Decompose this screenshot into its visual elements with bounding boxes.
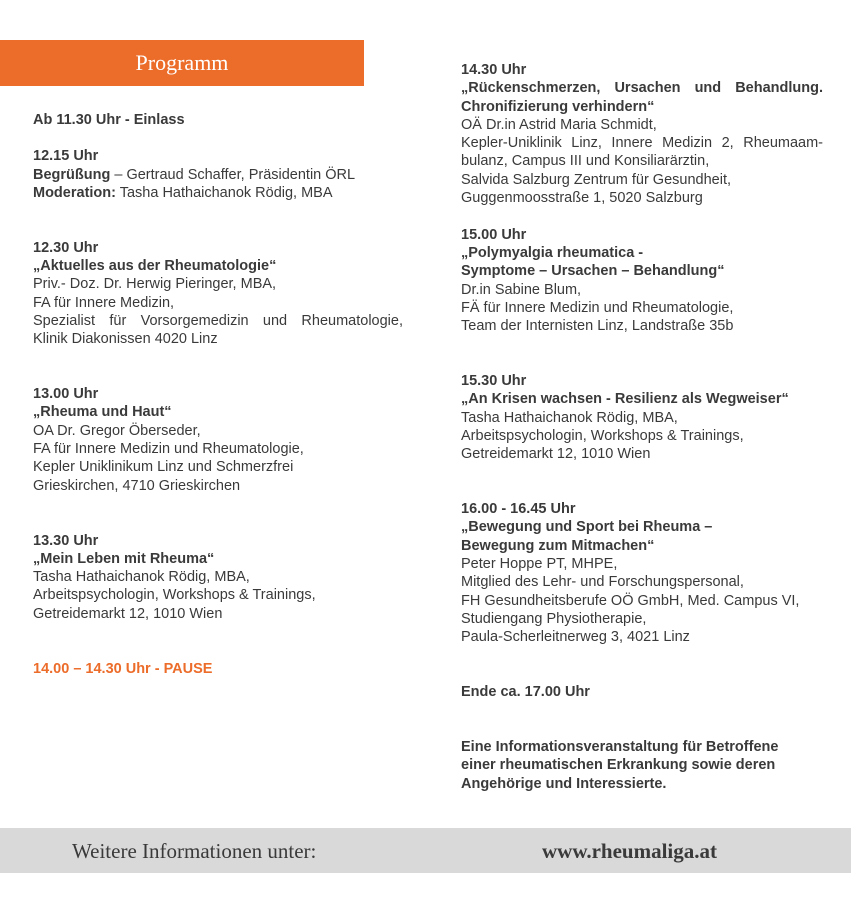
info-line: einer rheumatischen Erkrankung sowie deren (461, 757, 776, 774)
session-title: „Polymyalgia rheumatica - (461, 244, 644, 261)
info-block (461, 738, 823, 793)
moderation-label: Moderation: (33, 184, 116, 201)
session-1330 (33, 532, 403, 623)
speaker-line: Arbeitspsychologin, Workshops & Trainings, (461, 427, 744, 444)
session-time: 12.30 Uhr (33, 239, 99, 256)
pause-text: 14.00 – 14.30 Uhr - PAUSE (33, 660, 213, 677)
session-1600 (461, 500, 823, 646)
einlass-text: Ab 11.30 Uhr - Einlass (33, 112, 185, 128)
session-1215 (33, 147, 403, 202)
speaker-line: Dr.in Sabine Blum, (461, 281, 582, 298)
session-1300 (33, 385, 403, 495)
speaker-line: Kepler Uniklinikum Linz und Schmerzfrei (33, 459, 294, 476)
speaker-line: Spezialist für Vorsorgemedizin und Rheumatologie, (33, 312, 403, 329)
speaker-line: Priv.- Doz. Dr. Herwig Pieringer, MBA, (33, 276, 277, 293)
einlass-block (33, 111, 403, 129)
left-column (33, 111, 403, 678)
info-line: Angehörige und Interessierte. (461, 775, 667, 792)
session-time: 12.15 Uhr (33, 148, 99, 165)
session-1500 (461, 226, 823, 336)
session-title: „An Krisen wachsen - Resilienz als Wegweiser“ (461, 391, 789, 408)
session-1430 (461, 61, 823, 207)
speaker-line: Tasha Hathaichanok Rödig, MBA, (33, 569, 250, 586)
speaker-line: FÄ für Innere Medizin und Rheumatologie, (461, 299, 734, 316)
speaker-line: Peter Hoppe PT, MHPE, (461, 556, 618, 573)
speaker-line: Guggenmoosstraße 1, 5020 Salzburg (461, 190, 703, 207)
session-time: 15.30 Uhr (461, 373, 527, 390)
session-1530 (461, 372, 823, 463)
end-block (461, 683, 823, 701)
program-banner (0, 40, 364, 86)
session-time: 16.00 - 16.45 Uhr (461, 501, 576, 518)
info-line: Eine Informationsveranstaltung für Betroffene (461, 738, 779, 755)
speaker-line: OÄ Dr.in Astrid Maria Schmidt, (461, 116, 657, 133)
session-title: „Mein Leben mit Rheuma“ (33, 550, 215, 567)
moderation-text: Tasha Hathaichanok Rödig, MBA (115, 184, 333, 201)
speaker-line: bulanz, Campus III und Konsiliarärztin, (461, 153, 710, 170)
speaker-line: FA für Innere Medizin, (33, 294, 175, 311)
session-title: „Aktuelles aus der Rheumatologie“ (33, 258, 277, 275)
speaker-line: Studiengang Physiotherapie, (461, 610, 647, 627)
speaker-line: Paula-Scherleitnerweg 3, 4021 Linz (461, 629, 690, 646)
session-title: Symptome – Ursachen – Behandlung“ (461, 263, 725, 280)
greeting-text: – Gertraud Schaffer, Präsidentin ÖRL (110, 166, 356, 183)
pause-block (33, 660, 403, 678)
speaker-line: Klinik Diakonissen 4020 Linz (33, 331, 218, 348)
session-1230 (33, 239, 403, 349)
speaker-line: Mitglied des Lehr- und Forschungspersonal, (461, 574, 744, 591)
website-link[interactable]: www.rheumaliga.at (542, 839, 717, 863)
session-time: 14.30 Uhr (461, 62, 527, 78)
session-title: „Rheuma und Haut“ (33, 404, 172, 421)
moderation-line (33, 184, 403, 202)
footer-label: Weitere Informationen unter: (72, 839, 317, 863)
speaker-line: Arbeitspsychologin, Workshops & Trainings, (33, 587, 316, 604)
session-title: Chronifizierung verhindern“ (461, 98, 655, 115)
speaker-line: Team der Internisten Linz, Landstraße 35b (461, 318, 734, 335)
session-title: Bewegung zum Mitmachen“ (461, 537, 655, 554)
session-title: „Bewegung und Sport bei Rheuma – (461, 519, 713, 536)
speaker-line: FH Gesundheitsberufe OÖ GmbH, Med. Campus VI, (461, 592, 800, 609)
speaker-line: OA Dr. Gregor Öberseder, (33, 422, 201, 439)
session-time: 13.00 Uhr (33, 386, 99, 403)
speaker-line: FA für Innere Medizin und Rheumatologie, (33, 441, 304, 458)
session-time: 15.00 Uhr (461, 226, 527, 243)
speaker-line: Tasha Hathaichanok Rödig, MBA, (461, 409, 678, 426)
program-title: Programm (135, 50, 229, 75)
right-column (461, 61, 823, 793)
end-text: Ende ca. 17.00 Uhr (461, 684, 590, 701)
speaker-line: Getreidemarkt 12, 1010 Wien (461, 446, 651, 463)
speaker-line: Grieskirchen, 4710 Grieskirchen (33, 477, 241, 494)
footer-bar (0, 828, 851, 873)
speaker-line: Getreidemarkt 12, 1010 Wien (33, 605, 223, 622)
greeting-line (33, 166, 403, 184)
speaker-line: Salvida Salzburg Zentrum für Gesundheit, (461, 171, 731, 188)
speaker-line: Kepler-Uniklinik Linz, Innere Medizin 2, Rheumaam- (461, 135, 823, 152)
greeting-label: Begrüßung (33, 166, 111, 183)
session-title: „Rückenschmerzen, Ursachen und Behandlung. (461, 80, 823, 97)
session-time: 13.30 Uhr (33, 532, 99, 549)
